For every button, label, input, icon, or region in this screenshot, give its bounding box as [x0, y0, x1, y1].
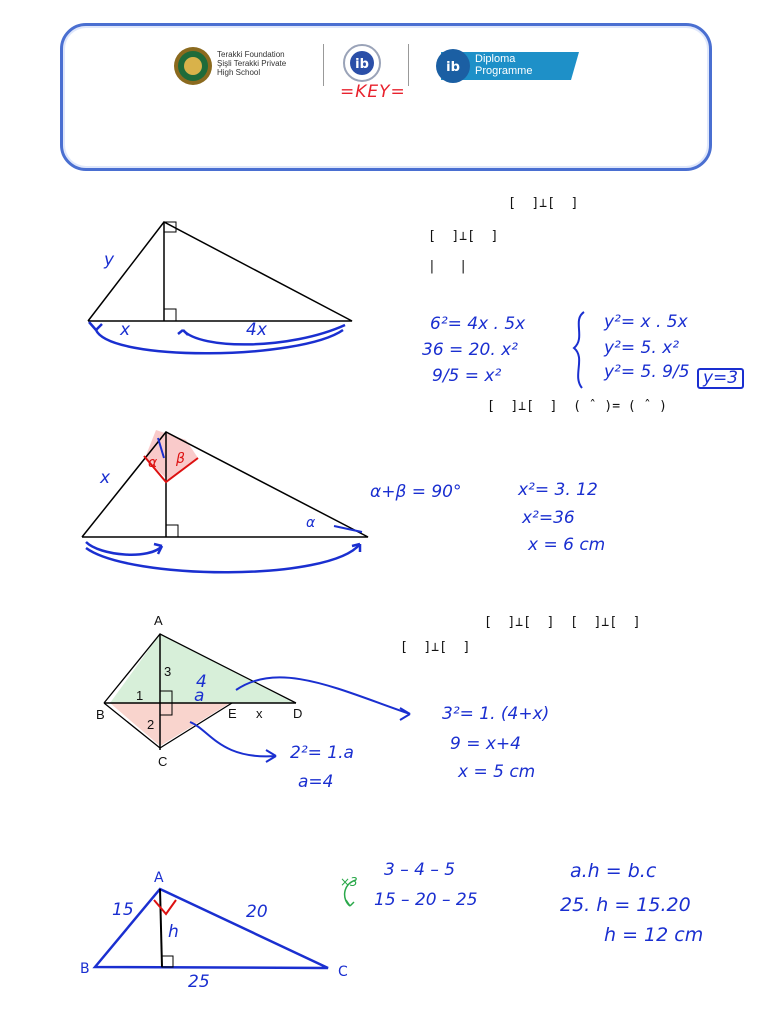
p3-work-1: 3²= 1. (4+x): [442, 704, 550, 724]
p4-work-2: 25. h = 15.20: [560, 894, 691, 916]
p4-work-3: h = 12 cm: [604, 924, 704, 946]
fig4-label-A: A: [154, 870, 164, 886]
fig4-side-20: 20: [246, 902, 268, 922]
p3-work-5: a=4: [298, 772, 334, 792]
p1-work-4: y²= x . 5x: [604, 312, 688, 332]
p3-work-3: x = 5 cm: [458, 762, 536, 782]
svg-text:ib: ib: [355, 57, 369, 72]
fig3-label-x: x: [256, 706, 263, 721]
fig3-num-3: 3: [164, 664, 172, 679]
fig1-label-y: y: [104, 250, 115, 270]
school-line-3: High School: [217, 68, 261, 77]
school-line-2: Şişli Terakki Private: [217, 59, 287, 68]
p3-printed-2: [ ]⊥[ ]: [400, 640, 471, 655]
p2-angles: α+β = 90°: [370, 482, 462, 502]
fig4-side-15: 15: [112, 900, 134, 920]
p3-printed-1: [ ]⊥[ ] [ ]⊥[ ]: [484, 615, 641, 630]
p4-triple-1: 3 – 4 – 5: [384, 860, 456, 880]
dp-line-2: Programme: [475, 65, 533, 77]
fig3-label-D: D: [293, 706, 303, 721]
dp-line-1: Diploma: [475, 53, 516, 65]
p1-work-6: y²= 5. 9/5: [604, 362, 690, 382]
p4-multiplier: ×3: [340, 875, 358, 889]
svg-text:ib: ib: [446, 60, 460, 75]
fig4-label-B: B: [80, 961, 90, 977]
fig3-label-A: A: [154, 613, 163, 628]
fig4-side-25: 25: [188, 972, 210, 992]
fig3-label-B: B: [96, 707, 105, 722]
fig4-label-C: C: [338, 964, 348, 980]
fig2-label-x: x: [100, 468, 111, 488]
p1-work-5: y²= 5. x²: [604, 338, 680, 358]
p2-work-2: x²=36: [522, 508, 575, 528]
fig3-label-C: C: [158, 754, 168, 769]
fig2-alpha: α: [148, 455, 158, 471]
p1-printed-3: | |: [428, 259, 468, 274]
fig2-beta: β: [176, 451, 185, 467]
fig3-label-E: E: [228, 706, 237, 721]
p3-work-2: 9 = x+4: [450, 734, 521, 754]
key-stamp: =KEY=: [340, 82, 406, 102]
p1-printed-2: [ ]⊥[ ]: [428, 229, 499, 244]
p4-triple-2: 15 – 20 – 25: [374, 890, 478, 910]
fig3-hw-4: 4: [196, 672, 207, 692]
p1-work-3: 9/5 = x²: [432, 366, 502, 386]
p3-work-4: 2²= 1.a: [290, 743, 354, 763]
p1-work-1: 6²= 4x . 5x: [430, 314, 526, 334]
p2-work-1: x²= 3. 12: [518, 480, 598, 500]
p1-work-2: 36 = 20. x²: [422, 340, 518, 360]
school-line-1: Terakki Foundation: [217, 50, 285, 59]
fig1-label-4x: 4x: [246, 320, 267, 340]
p2-work-3: x = 6 cm: [528, 535, 606, 555]
p4-work-1: a.h = b.c: [570, 860, 657, 882]
fig1-label-x: x: [120, 320, 131, 340]
fig3-hw-a: a: [194, 686, 205, 706]
p1-printed-1: [ ]⊥[ ]: [508, 196, 579, 211]
fig3-num-1: 1: [136, 688, 144, 703]
fig4-h: h: [168, 922, 179, 942]
p2-printed: [ ]⊥[ ] ( ˆ )= ( ˆ ): [487, 399, 668, 414]
p1-answer: y=3: [697, 368, 744, 389]
fig3-num-2: 2: [147, 717, 155, 732]
fig2-alpha-bottom: α: [306, 515, 316, 531]
